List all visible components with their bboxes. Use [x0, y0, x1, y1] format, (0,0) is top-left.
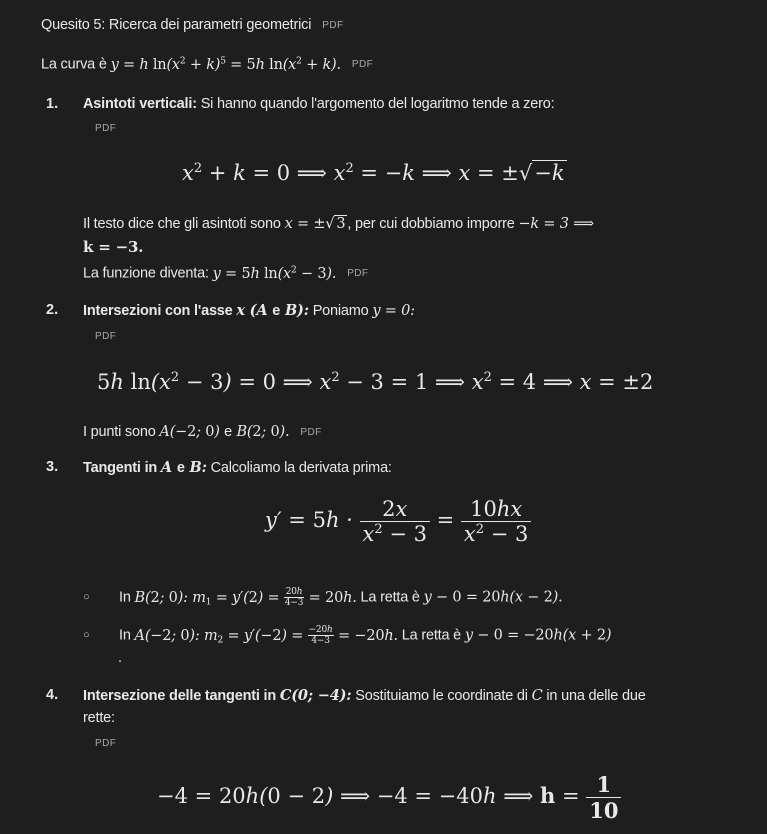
- tangent-b-eq: B(2; 0): $m_1 = y'(2)$ = $\frac{20h}{4-3}$ = 20h.: [134, 587, 357, 608]
- section-1-note-2: La funzione diventa: y = 5h $\ln(x^2 - 3)$. PDF: [83, 265, 373, 282]
- pdf-badge[interactable]: PDF: [351, 59, 374, 71]
- fraction: $\frac{1}{10}$: [586, 772, 621, 823]
- pdf-badge[interactable]: PDF: [95, 738, 117, 749]
- section-3-number: 3.: [46, 459, 59, 475]
- section-3-heading-eq: A e B:: [160, 459, 207, 476]
- tangent-a-trailing-dot: .: [118, 650, 122, 666]
- page-title-row: [41, 17, 348, 33]
- section-2-heading-row: Intersezioni con l'asse x (A e B): Poniamo y = 0:: [83, 302, 415, 319]
- tangent-b-line: y − 0 = 20h(x − 2).: [423, 589, 563, 606]
- fraction: $\frac{2x}{x^2 - 3}$: [360, 497, 430, 546]
- section-3-heading-row: [83, 459, 392, 476]
- pdf-badge[interactable]: PDF: [95, 331, 117, 342]
- section-1-heading: Asintoti verticali:: [83, 96, 197, 112]
- section-2-number: 2.: [46, 302, 59, 318]
- section-2-text: Poniamo: [312, 303, 369, 319]
- section-2-heading: Intersezioni con l'asse: [83, 303, 233, 319]
- section-4-text: Sostituiamo le coordinate di: [355, 688, 528, 704]
- asymptote-eq: x = ±√ 3: [284, 216, 346, 232]
- bullet-marker: ○: [83, 629, 90, 641]
- pdf-badge[interactable]: PDF: [322, 19, 344, 31]
- section-4-display-equation: −4 = 20h(0 − 2) ⟹ −4 = −40h ⟹ h = $\frac{1}{10}$: [157, 772, 621, 823]
- page-title: Quesito 5: Ricerca dei parametri geometrici: [41, 17, 312, 33]
- section-2-points: I punti sono A(−2; 0) e B(2; 0). PDF: [83, 424, 327, 440]
- bullet-marker: ○: [83, 591, 90, 603]
- section-3-text: Calcoliamo la derivata prima:: [210, 460, 392, 476]
- pdf-badge[interactable]: PDF: [95, 123, 117, 134]
- function-eq: y = 5h $\ln(x^2 - 3)$.: [212, 265, 337, 282]
- section-1-display-equation: $x^2 + k = 0$ ⟹ $x^2 = -k$ ⟹ x = ±√−k: [182, 161, 565, 186]
- fraction: $\frac{10hx}{x^2 - 3}$: [461, 497, 531, 546]
- section-4-heading-eq: C(0; −4):: [279, 687, 352, 704]
- k-result: k = −3.: [83, 238, 144, 256]
- tangent-a-item: In A(−2; 0): $m_2 = y'(-2)$ = $\frac{-20h}{4-3}$ = −20h. La retta è y − 0 = −20h(x + 2): [119, 625, 612, 646]
- section-4-heading-row: Intersezione delle tangenti in C(0; −4): Sostituiamo le coordinate di C in una delle due: [83, 687, 646, 704]
- section-3-heading: Tangenti in: [83, 460, 158, 476]
- intro-equation: y = h $\ln(x^2 + k)^5 = 5h$ $\ln(x^2 + k)$.: [110, 56, 341, 73]
- intro-text: La curva è: [41, 56, 107, 73]
- section-2-heading-eq: x (A e B):: [236, 302, 309, 319]
- section-4-number: 4.: [46, 687, 59, 703]
- section-1-note-1: Il testo dice che gli asintoti sono x = ±√ 3 , per cui dobbiamo imporre −k = 3 ⟹: [83, 216, 594, 232]
- impose-eq: −k = 3 ⟹: [518, 216, 594, 232]
- tangent-a-line: y − 0 = −20h(x + 2): [464, 627, 612, 644]
- section-1-heading-row: [83, 96, 554, 112]
- section-3-display-equation: y′ = 5h · $\frac{2x}{x^2 - 3}$ = $\frac{10hx}{x^2 - 3}$: [265, 497, 531, 546]
- intro-line: [41, 56, 378, 73]
- pdf-badge[interactable]: PDF: [347, 268, 369, 280]
- section-1-text: Si hanno quando l'argomento del logaritmo tende a zero:: [200, 96, 555, 112]
- section-4-heading: Intersezione delle tangenti in: [83, 688, 277, 704]
- section-1-number: 1.: [46, 96, 59, 112]
- tangent-a-eq: A(−2; 0): $m_2 = y'(-2)$ = $\frac{-20h}{4-3}$ = −20h.: [134, 625, 398, 646]
- section-2-display-equation: 5h $\ln(x^2 - 3) = 0$ ⟹ $x^2 - 3 = 1$ ⟹ $x^2 = 4$ ⟹ x = ±2: [97, 370, 654, 395]
- section-4-text-continued: rette:: [83, 710, 115, 726]
- points-eq: A(−2; 0) e B(2; 0).: [159, 424, 290, 440]
- pdf-badge[interactable]: PDF: [300, 426, 322, 438]
- tangent-b-item: In B(2; 0): $m_1 = y'(2)$ = $\frac{20h}{4-3}$ = 20h. La retta è y − 0 = 20h(x − 2).: [119, 587, 563, 608]
